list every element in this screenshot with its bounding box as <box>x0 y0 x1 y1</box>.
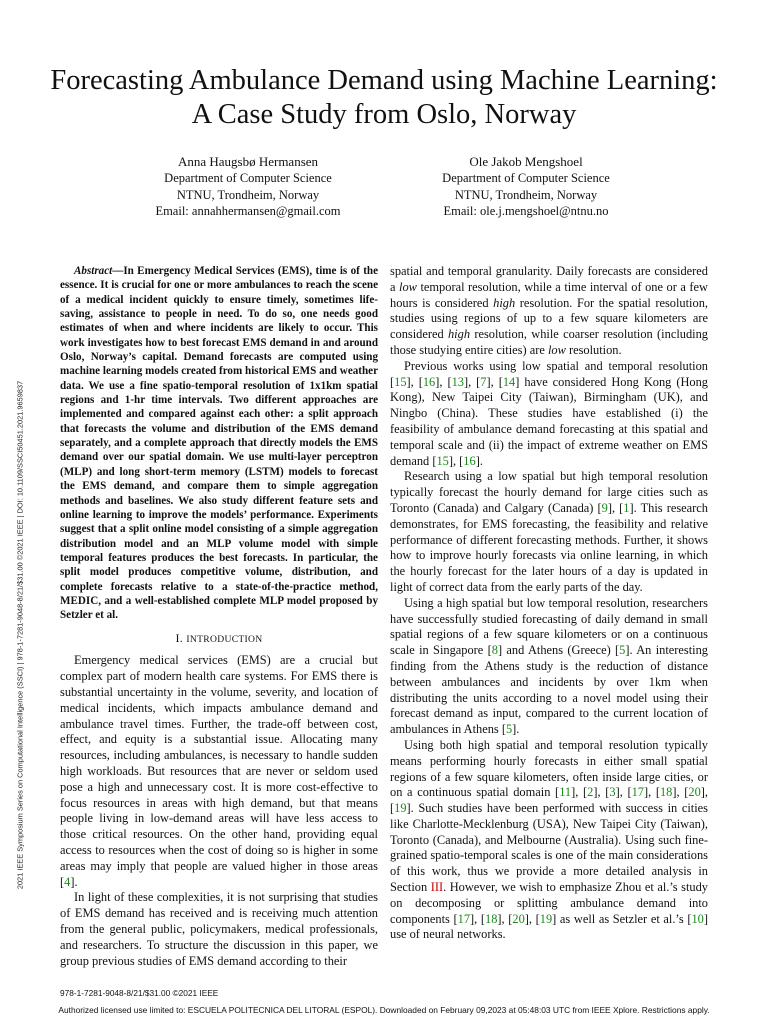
citation-link[interactable]: 2 <box>587 785 594 800</box>
author-email: Email: ole.j.mengshoel@ntnu.no <box>443 204 609 219</box>
paragraph: Research using a low spatial but high temporal resolution typically forecast the hourly demand for large cities such as Toronto (Canada) and Calgary (Canada) [9], [1]. This research demonstrates, for EMS forecasting, the feasibility and relative performance of different forecasting methods. Further, it shows how to improve hourly forecasts via online learning, in which the hourly forecast for the later hours of a day is updated in light of correct data from the early parts of the day. <box>390 469 709 594</box>
citation-link[interactable]: 15 <box>436 453 449 468</box>
abstract-text: —In Emergency Medical Services (EMS), time is of the essence. It is crucial for one or more ambulances to reach the scene of a medical incident quickly to ensure timely, sometimes life-saving, assistance to people in need. To do so, one needs good estimates of when and where incidents are likely to occur. This work investigates how to best forecast EMS demand in and around Oslo, Norway’s capital. Demand forecasts are computed using machine learning models created from historical EMS and weather data. We use a fine spatio-temporal resolution of 1x1km spatial regions and 1-hr time intervals. Two different approaches are implemented and compared against each other: a split approach that forecasts the volume and distribution of the EMS demand separately, and a complete approach that directly models the EMS demand over our spatial domain. We use multi-layer perceptron (MLP) and long short-term memory (LSTM) models to forecast the EMS demand, and compare them to simple aggregation methods and baselines. We also study different feature sets and online learning to improve the models’ performance. Experiments suggest that a split online model consisting of a simple aggregation distribution model and an MLP volume model with simple temporal features produces the best forecasts. In particular, the split model produces competitive volume, distribution, and complete forecasts relative to a state-of-the-practice method, MEDIC, and a well-established complete MLP model proposed by Setzler et al. <box>60 265 378 622</box>
citation-link[interactable]: 16 <box>463 453 476 468</box>
section-title: INTRODUCTION <box>186 633 263 645</box>
paragraph: In light of these complexities, it is not surprising that studies of EMS demand has received and is receiving much attention from the general public, policymakers, medical professionals, and researchers. To structure the discussion in this paper, we group previous studies of EMS demand according to their <box>60 890 378 968</box>
citation-link[interactable]: 5 <box>505 722 513 737</box>
citation-link[interactable]: 13 <box>451 374 464 389</box>
copyright-notice: 978-1-7281-9048-8/21/$31.00 ©2021 IEEE <box>60 988 219 998</box>
author-dept: Department of Computer Science <box>442 171 610 186</box>
paragraph: Previous works using low spatial and temporal resolution [15], [16], [13], [7], [14] have considered Hong Kong (Hong Kong), New Taipei City (Taiwan), Birmingham (UK), and Ningbo (China). These studies have established (i) the feasibility of ambulance demand forecasting at this spatial and temporal scale and (ii) the impact of extreme weather on EMS demand [15], [16]. <box>390 358 708 468</box>
citation-link[interactable]: 14 <box>502 374 516 389</box>
section-heading <box>60 631 378 648</box>
author-inst: NTNU, Trondheim, Norway <box>176 187 320 202</box>
citation-link[interactable]: 3 <box>609 785 616 800</box>
section-number: I. <box>175 630 184 645</box>
paragraph: Using a high spatial but low temporal resolution, researchers have successfully studied forecasting of daily demand in small spatial regions of a few square kilometers or on a continuous scale in Singapore [8] and Athens (Greece) [5]. An interesting finding from the Athens study is the reduction of distance between ambulances and incidents by over 1km when distributing the units according to a novel model using their forecast demand as input, compared to the current location of ambulances in Athens [5]. <box>390 595 708 737</box>
citation-link[interactable]: 11 <box>559 785 572 800</box>
license-footer: Authorized licensed use limited to: ESCUELA POLITECNICA DEL LITORAL (ESPOL). Downloaded on February 09,2023 at 05:48:03 UTC from IEEE Xplore. Restrictions apply. <box>58 1005 710 1015</box>
abstract <box>60 264 378 623</box>
author-block-1 <box>118 154 378 220</box>
citation-link[interactable]: 17 <box>631 785 644 800</box>
author-inst: NTNU, Trondheim, Norway <box>454 187 598 202</box>
paragraph: Emergency medical services (EMS) are a crucial but complex part of modern health care systems. For EMS there is substantial uncertainty in the volume, severity, and location of medical incidents, which impacts ambulance demand and ambulance travel times. Further, the trade-off between cost, effect, and equity is a substantial issue. Allocating many resources, including ambulances, is necessary to handle sudden high workloads. But resources that are never or seldom used pose a high and unnecessary cost. It is more cost-effective to focus resources in areas with high demand, but that means people living in low-demand areas will have less access to those critical resources. On the other hand, providing equal access to resources when the cost of doing so is higher in some areas may imply that people are valued higher in those areas [4]. <box>60 653 378 889</box>
author-name: Anna Haugsbø Hermansen <box>177 154 319 169</box>
citation-link[interactable]: 20 <box>688 785 701 800</box>
citation-link[interactable]: 18 <box>485 911 498 926</box>
citation-link[interactable]: 20 <box>512 911 525 926</box>
citation-link[interactable]: 7 <box>480 374 487 389</box>
citation-link[interactable]: 5 <box>619 643 626 658</box>
author-block-2 <box>396 154 656 220</box>
left-column <box>60 264 378 969</box>
right-column <box>390 264 708 943</box>
citation-link[interactable]: 19 <box>394 801 407 816</box>
author-dept: Department of Computer Science <box>164 171 332 186</box>
citation-link[interactable]: 9 <box>601 500 608 515</box>
citation-link[interactable]: 8 <box>491 643 498 658</box>
citation-link[interactable]: 19 <box>539 911 553 926</box>
citation-link[interactable]: 16 <box>422 374 436 389</box>
paper-title: Forecasting Ambulance Demand using Machine Learning: A Case Study from Oslo, Norway <box>50 65 718 130</box>
abstract-label: Abstract <box>74 265 113 277</box>
citation-link[interactable]: 10 <box>691 911 704 926</box>
sidebar-citation <box>10 300 30 970</box>
citation-link[interactable]: 15 <box>394 374 407 389</box>
author-email: Email: annahhermansen@gmail.com <box>155 204 341 219</box>
section-ref-link[interactable]: III <box>430 880 444 895</box>
author-name: Ole Jakob Mengshoel <box>469 154 583 169</box>
citation-link[interactable]: 18 <box>659 785 673 800</box>
citation-link[interactable]: 4 <box>64 874 71 889</box>
paragraph: spatial and temporal granularity. Daily forecasts are considered a low temporal resolution, while a time interval of one or a few hours is considered high resolution. For the spatial resolution, studies using regions of up to a few square kilometers are considered high resolution, while coarser resolution (including those studying entire cities) are low resolution. <box>390 264 708 357</box>
paragraph: Using both high spatial and temporal resolution typically means performing hourly forecasts in either small spatial regions of a few square kilometers, often inside large cities, or on a continuous spatial domain [11], [2], [3], [17], [18], [20], [19]. Such studies have been performed with success in cities like Charlotte-Mecklenburg (USA), New Taipei City (Taiwan), Toronto (Canada), and Melbourne (Australia). Using such fine-grained spatio-temporal scales is one of the main considerations of this work, thus we provide a more detailed analysis in Section III. However, we wish to emphasize Zhou et al.’s study on decomposing or splitting ambulance demand into components [17], [18], [20], [19] as well as Setzler et al.’s [10] use of neural networks. <box>390 737 709 942</box>
citation-link[interactable]: 1 <box>623 500 630 515</box>
citation-link[interactable]: 17 <box>457 911 471 926</box>
sidebar-text: 2021 IEEE Symposium Series on Computational Intelligence (SSCI) | 978-1-7281-9048-8/21/$31.00 ©2021 IEEE | DOI: 10.1109/SSCI50451.2021.9659837 <box>15 380 25 890</box>
